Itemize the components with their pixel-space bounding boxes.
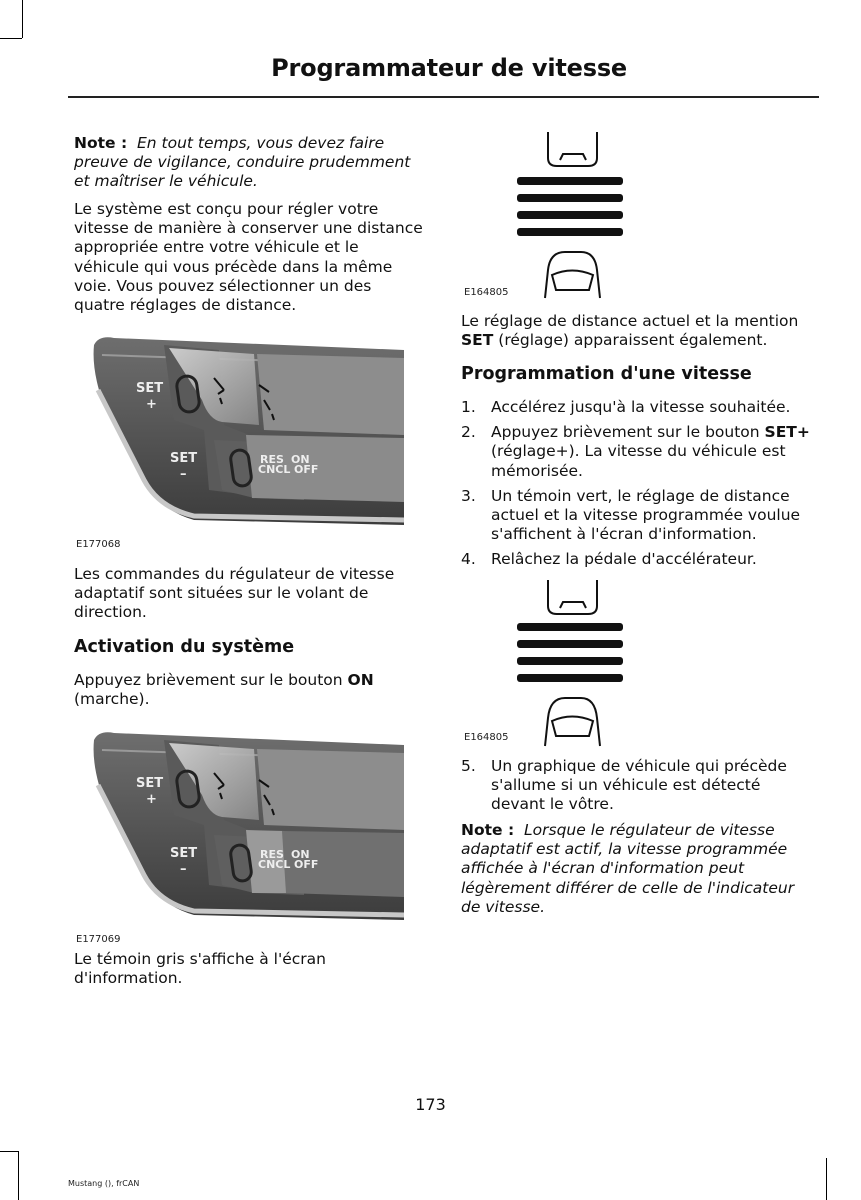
intro-paragraph [74, 200, 426, 315]
crop-mark [826, 1158, 827, 1200]
step-number: 4. [461, 550, 476, 569]
set-minus-label: SET [170, 451, 198, 466]
activation-text-end: (marche). [74, 690, 150, 709]
distance-display-figure-2 [505, 578, 635, 748]
steering-controls-figure-2 [74, 725, 414, 925]
set-plus-label: SET [136, 776, 164, 791]
note-text: En tout temps, vous devez faire preuve de vigilance, conduire prudemment et maîtriser le véhicule. [74, 134, 411, 191]
list-item [461, 423, 816, 481]
res-label: RES [260, 453, 284, 466]
footer-text: Mustang (), frCAN [68, 1179, 140, 1188]
distance-text: Le réglage de distance actuel et la mention [461, 312, 799, 330]
list-item [461, 398, 816, 417]
controls-paragraph [74, 565, 426, 623]
figure-caption: E164805 [464, 732, 509, 743]
figure-caption: E164805 [464, 287, 509, 298]
distance-bar [517, 657, 623, 665]
list-item [461, 550, 816, 569]
steering-controls-figure-1 [74, 330, 414, 530]
distance-text-end: (réglage) apparaissent également. [498, 331, 768, 350]
step-number: 2. [461, 423, 476, 442]
minus-label: – [180, 862, 187, 877]
plus-label: + [146, 792, 157, 807]
note-label: Note : [74, 134, 128, 152]
distance-bar [517, 211, 623, 219]
figure-caption: E177068 [76, 539, 121, 550]
note-label: Note : [461, 821, 515, 839]
figure-caption: E177069 [76, 934, 121, 945]
controls-text: Les commandes du régulateur de vitesse adaptatif sont situées sur le volant de direction. [74, 565, 395, 622]
steps-list [461, 398, 816, 570]
on-label: ON [291, 848, 310, 861]
step-number: 1. [461, 398, 476, 416]
distance-display-figure-1 [505, 130, 635, 300]
crop-mark [0, 1151, 18, 1152]
list-item [461, 487, 816, 545]
step5-block [461, 757, 816, 815]
distance-bar [517, 623, 623, 631]
activation-heading: Activation du système [74, 637, 295, 657]
step-text-end: (réglage+). La vitesse du véhicule est mémorisée. [491, 442, 786, 480]
intro-text: Le système est conçu pour régler votre vitesse de manière à conserver une distance appropriée entre votre véhicule et le véhicule qui vous précède dans la même voie. Vous pouvez sélectionner un des quatre réglages de distance. [74, 200, 423, 315]
distance-bar [517, 228, 623, 236]
step-text: Un témoin vert, le réglage de distance actuel et la vitesse programmée voulue s'affichent à l'écran d'information. [491, 486, 801, 544]
grey-indicator-paragraph [74, 950, 426, 988]
note-text: Lorsque le régulateur de vitesse adaptatif est actif, la vitesse programmée affichée à l'écran d'information peut légèrement différer de celle de l'indicateur de vitesse. [461, 821, 795, 916]
crop-mark [18, 1151, 19, 1200]
cncl-label: CNCL [258, 463, 291, 476]
note-block [74, 134, 426, 192]
on-label: ON [291, 453, 310, 466]
step-text: Un graphique de véhicule qui précède s'allume si un véhicule est détecté devant le vôtre. [491, 757, 787, 814]
lead-vehicle-icon [548, 580, 597, 614]
off-label: OFF [294, 858, 319, 871]
cncl-label: CNCL [258, 858, 291, 871]
set-plus-bold: SET+ [764, 423, 810, 442]
grey-indicator-text: Le témoin gris s'affiche à l'écran d'information. [74, 950, 326, 988]
step-number: 5. [461, 757, 476, 775]
distance-bar [517, 674, 623, 682]
step-text: Relâchez la pédale d'accélérateur. [491, 550, 757, 569]
crop-mark [0, 38, 22, 39]
set-plus-label: SET [136, 381, 164, 396]
off-label: OFF [294, 463, 319, 476]
res-label: RES [260, 848, 284, 861]
on-bold: ON [347, 671, 374, 689]
step-text: Accélérez jusqu'à la vitesse souhaitée. [491, 398, 791, 416]
set-minus-label: SET [170, 846, 198, 861]
page-number: 173 [415, 1095, 446, 1114]
lead-vehicle-icon [548, 132, 597, 166]
page-title: Programmateur de vitesse [271, 54, 627, 82]
distance-bar [517, 177, 623, 185]
header-rule [68, 96, 819, 98]
step-number: 3. [461, 486, 476, 505]
distance-paragraph [461, 312, 816, 350]
distance-bar [517, 640, 623, 648]
crop-mark [22, 0, 23, 38]
activation-text: Appuyez brièvement sur le bouton [74, 671, 343, 689]
activation-paragraph [74, 671, 426, 709]
list-item [461, 757, 816, 815]
minus-label: – [180, 467, 187, 482]
program-heading: Programmation d'une vitesse [461, 364, 752, 384]
note2-block [461, 821, 816, 917]
step-text: Appuyez brièvement sur le bouton [491, 423, 760, 442]
plus-label: + [146, 397, 157, 412]
set-bold: SET [461, 331, 494, 350]
distance-bar [517, 194, 623, 202]
